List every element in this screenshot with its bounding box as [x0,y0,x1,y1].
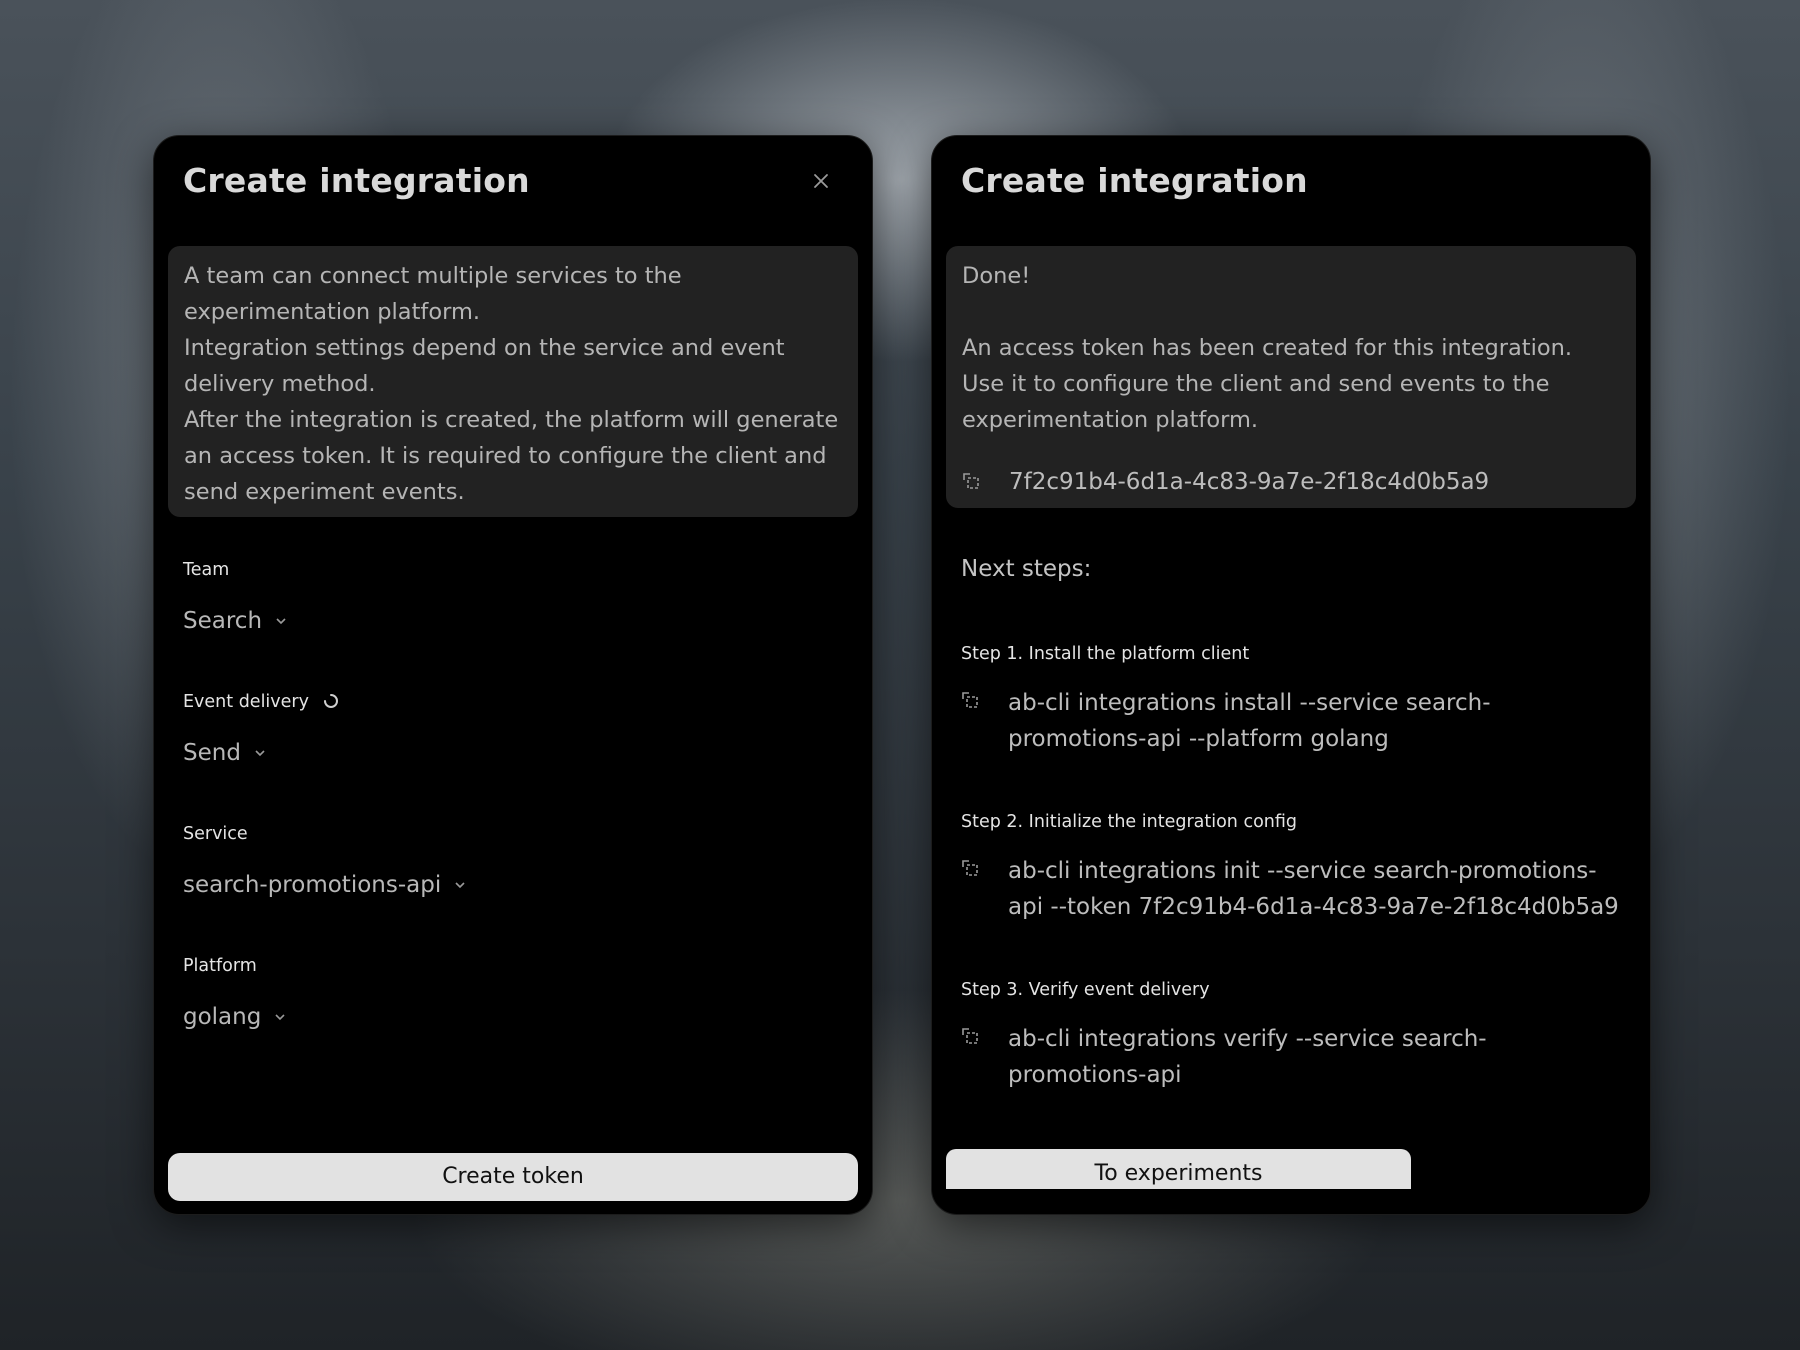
info-line: After the integration is created, the platform will generate an access token. It is required to configure the client and send experiment events. [184,407,839,505]
token-message: An access token has been created for this integration. Use it to configure the client and send events to the experimentation platform. [962,335,1573,433]
access-token[interactable]: 7f2c91b4-6d1a-4c83-9a7e-2f18c4d0b5a9 [1009,469,1490,495]
to-experiments-button[interactable]: To experiments [946,1149,1411,1189]
step-label: Step 3. Verify event delivery [961,980,1210,1000]
copy-icon[interactable] [961,691,981,711]
team-label: Team [183,560,230,580]
info-line: A team can connect multiple services to the experimentation platform. [184,263,682,325]
event-delivery-select-value: Send [183,740,241,766]
create-token-button[interactable]: Create token [168,1153,858,1201]
chevron-down-icon [273,1010,287,1024]
platform-select[interactable] [183,1004,287,1030]
step-command[interactable]: ab-cli integrations install --service search-promotions-api --platform golang [1008,690,1491,752]
create-integration-dialog-form [153,135,873,1215]
service-label: Service [183,824,248,844]
team-select-value: Search [183,608,263,634]
platform-label: Platform [183,956,257,976]
step-command[interactable]: ab-cli integrations init --service search-promotions-api --token 7f2c91b4-6d1a-4c83-9a7e-2f18c4d0b5a9 [1008,858,1619,920]
event-delivery-label-row [183,692,339,712]
service-select-value: search-promotions-api [183,872,442,898]
event-delivery-select[interactable] [183,740,267,766]
service-select[interactable] [183,872,467,898]
info-line: Integration settings depend on the service and event delivery method. [184,335,785,397]
integration-info-box [168,246,858,517]
team-select[interactable] [183,608,288,634]
platform-select-value: golang [183,1004,262,1030]
copy-icon[interactable] [962,472,982,492]
step-command-row [961,853,1620,925]
dialog-title: Create integration [961,161,1308,200]
step-label: Step 1. Install the platform client [961,644,1250,664]
step-command-row [961,685,1620,757]
step-label: Step 2. Initialize the integration config [961,812,1297,832]
close-icon[interactable] [810,170,832,192]
create-integration-dialog-result [931,135,1651,1215]
copy-icon[interactable] [961,1027,981,1047]
step-command[interactable]: ab-cli integrations verify --service search-promotions-api [1008,1026,1487,1088]
step-command-row [961,1021,1620,1093]
chevron-down-icon [453,878,467,892]
chevron-down-icon [274,614,288,628]
token-info-box [946,246,1636,508]
token-row [962,464,1620,500]
event-delivery-label: Event delivery [183,692,309,712]
loading-spinner-icon [323,693,339,709]
dialog-title: Create integration [183,161,530,200]
chevron-down-icon [253,746,267,760]
done-text: Done! [962,263,1031,289]
next-steps-heading: Next steps: [961,556,1092,582]
copy-icon[interactable] [961,859,981,879]
